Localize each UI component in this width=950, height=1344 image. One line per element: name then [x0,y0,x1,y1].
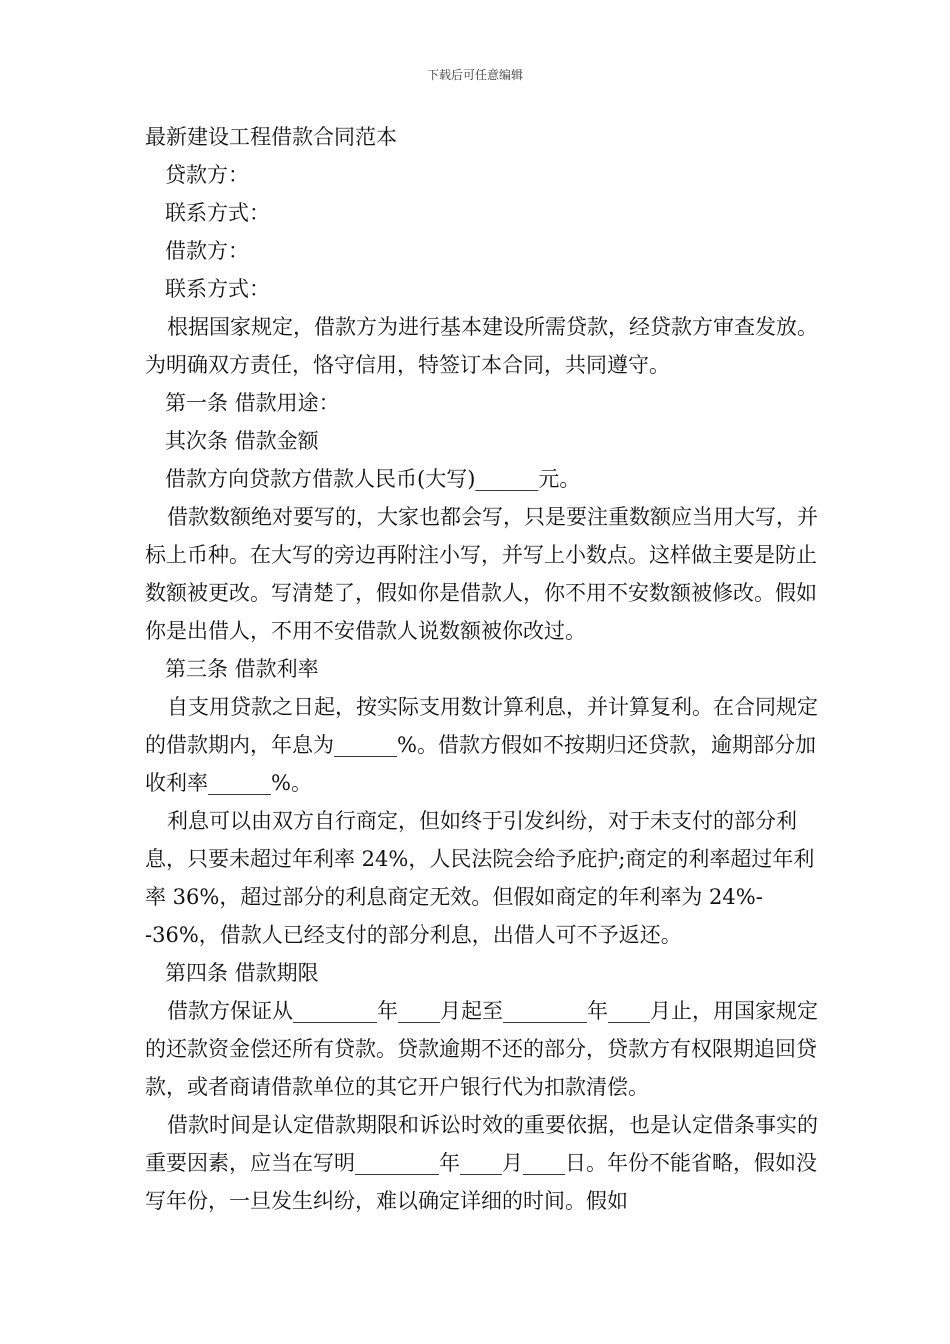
borrower-line: 借款方： [165,239,249,263]
document-body [145,118,825,1220]
lender-contact-line: 联系方式： [165,201,270,225]
intro-paragraph: 根据国家规定，借款方为进行基本建设所需贷款，经贷款方审查发放。为明确双方责任，恪守信用，特签订本合同，共同遵守。 [145,315,818,377]
document-title: 最新建设工程借款合同范本 [145,125,397,149]
article-1-heading: 第一条 借款用途： [165,391,340,415]
amount-line: 借款方向贷款方借款人民币(大写)______元。 [165,467,581,491]
term-note-paragraph: 借款时间是认定借款期限和诉讼时效的重要依据，也是认定借条事实的重要因素，应当在写明________年____月____日。年份不能省略，假如没写年份，一旦发生纠纷，难以确定详细的时间。假如 [145,1113,818,1213]
article-3-heading: 第三条 借款利率 [165,657,319,681]
term-paragraph: 借款方保证从________年____月起至________年____月止，用国家规定的还款资金偿还所有贷款。贷款逾期不还的部分，贷款方有权限期追回贷款，或者商请借款单位的其它开户银行代为扣款清偿。 [145,999,818,1099]
article-4-heading: 第四条 借款期限 [165,961,319,985]
lender-line: 贷款方： [165,163,249,187]
page-header: 下载后可任意编辑 [426,68,523,82]
rate-paragraph: 自支用贷款之日起，按实际支用数计算利息，并计算复利。在合同规定的借款期内，年息为______%。借款方假如不按期归还贷款，逾期部分加收利率______%。 [145,695,818,795]
rate-note-paragraph: 利息可以由双方自行商定，但如终于引发纠纷，对于未支付的部分利息，只要未超过年利率 24%，人民法院会给予庇护;商定的利率超过年利率 36%，超过部分的利息商定无效。但假如商定的年利率为 24%--36%，借款人已经支付的部分利息，出借人可不予返还。 [145,809,815,947]
borrower-contact-line: 联系方式： [165,277,270,301]
amount-note-paragraph: 借款数额绝对要写的，大家也都会写，只是要注重数额应当用大写，并标上币种。在大写的旁边再附注小写，并写上小数点。这样做主要是防止数额被更改。写清楚了，假如你是借款人，你不用不安数额被修改。假如你是出借人，不用不安借款人说数额被你改过。 [145,505,818,643]
article-2-heading: 其次条 借款金额 [165,429,319,453]
